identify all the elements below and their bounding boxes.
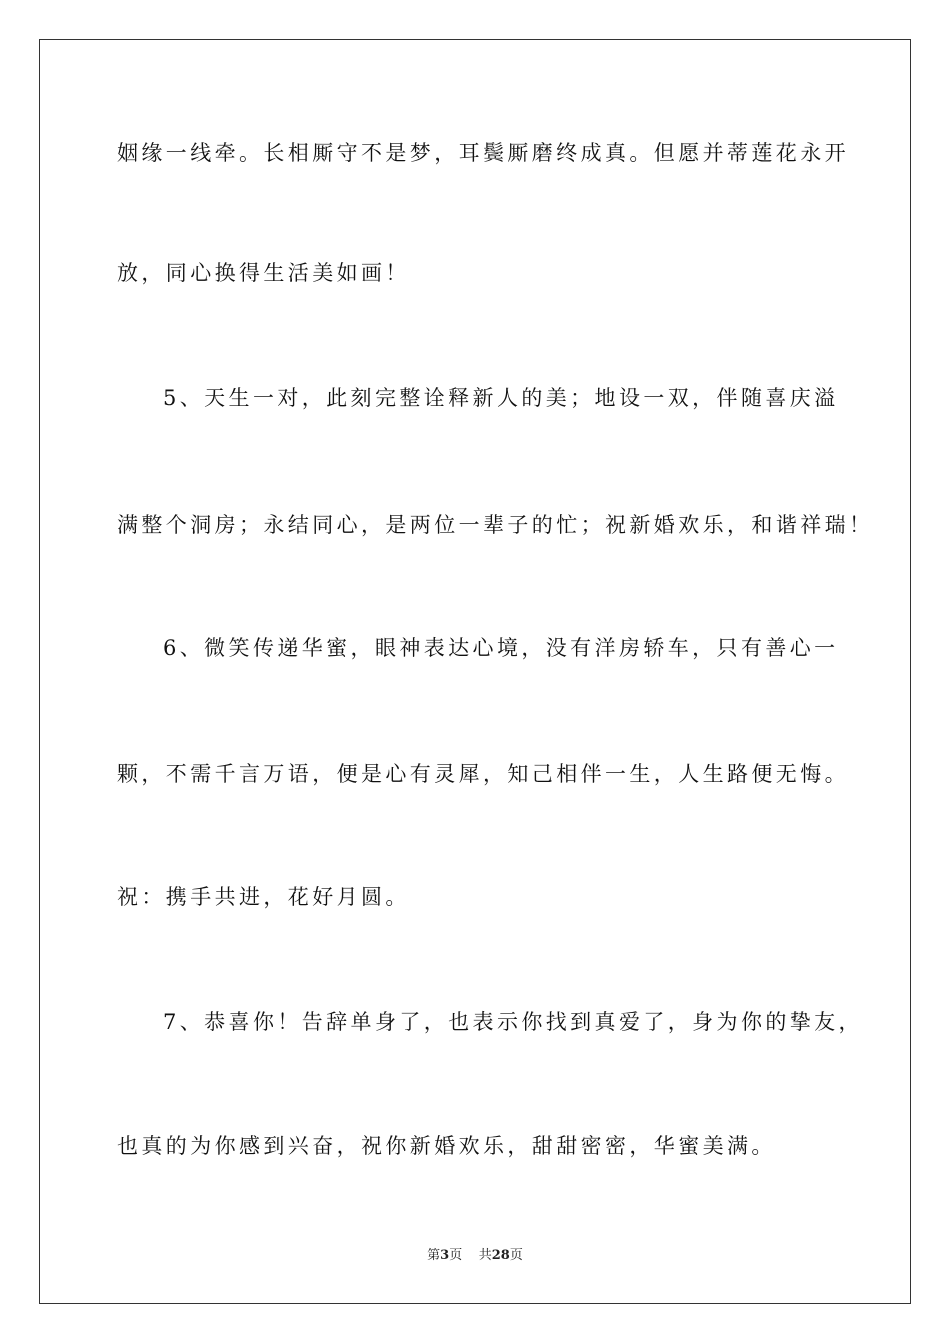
footer-page-suffix: 页	[449, 1248, 463, 1263]
text-line-2: 放，同心换得生活美如画！	[117, 261, 410, 285]
footer-page-current: 3	[440, 1248, 450, 1263]
text-line-5: 6、微笑传递华蜜，眼神表达心境，没有洋房轿车，只有善心一	[163, 636, 839, 660]
page-footer	[0, 1247, 950, 1265]
text-line-1: 姻缘一线牵。长相厮守不是梦，耳鬓厮磨终成真。但愿并蒂莲花永开	[117, 141, 849, 165]
text-line-8: 7、恭喜你！告辞单身了，也表示你找到真爱了，身为你的挚友，	[163, 1010, 863, 1034]
page-border	[39, 39, 911, 1304]
text-line-9: 也真的为你感到兴奋，祝你新婚欢乐，甜甜密密，华蜜美满。	[117, 1134, 776, 1158]
footer-total-suffix: 页	[509, 1248, 523, 1263]
footer-page-total: 28	[491, 1248, 510, 1263]
text-line-4: 满整个洞房；永结同心，是两位一辈子的忙；祝新婚欢乐，和谐祥瑞！	[117, 513, 874, 537]
text-line-7: 祝：携手共进，花好月圆。	[117, 885, 410, 909]
footer-page-prefix: 第	[427, 1248, 441, 1263]
text-line-3: 5、天生一对，此刻完整诠释新人的美；地设一双，伴随喜庆溢	[163, 386, 839, 410]
footer-total-prefix: 共	[478, 1248, 492, 1263]
text-line-6: 颗，不需千言万语，便是心有灵犀，知己相伴一生，人生路便无悔。	[117, 762, 849, 786]
